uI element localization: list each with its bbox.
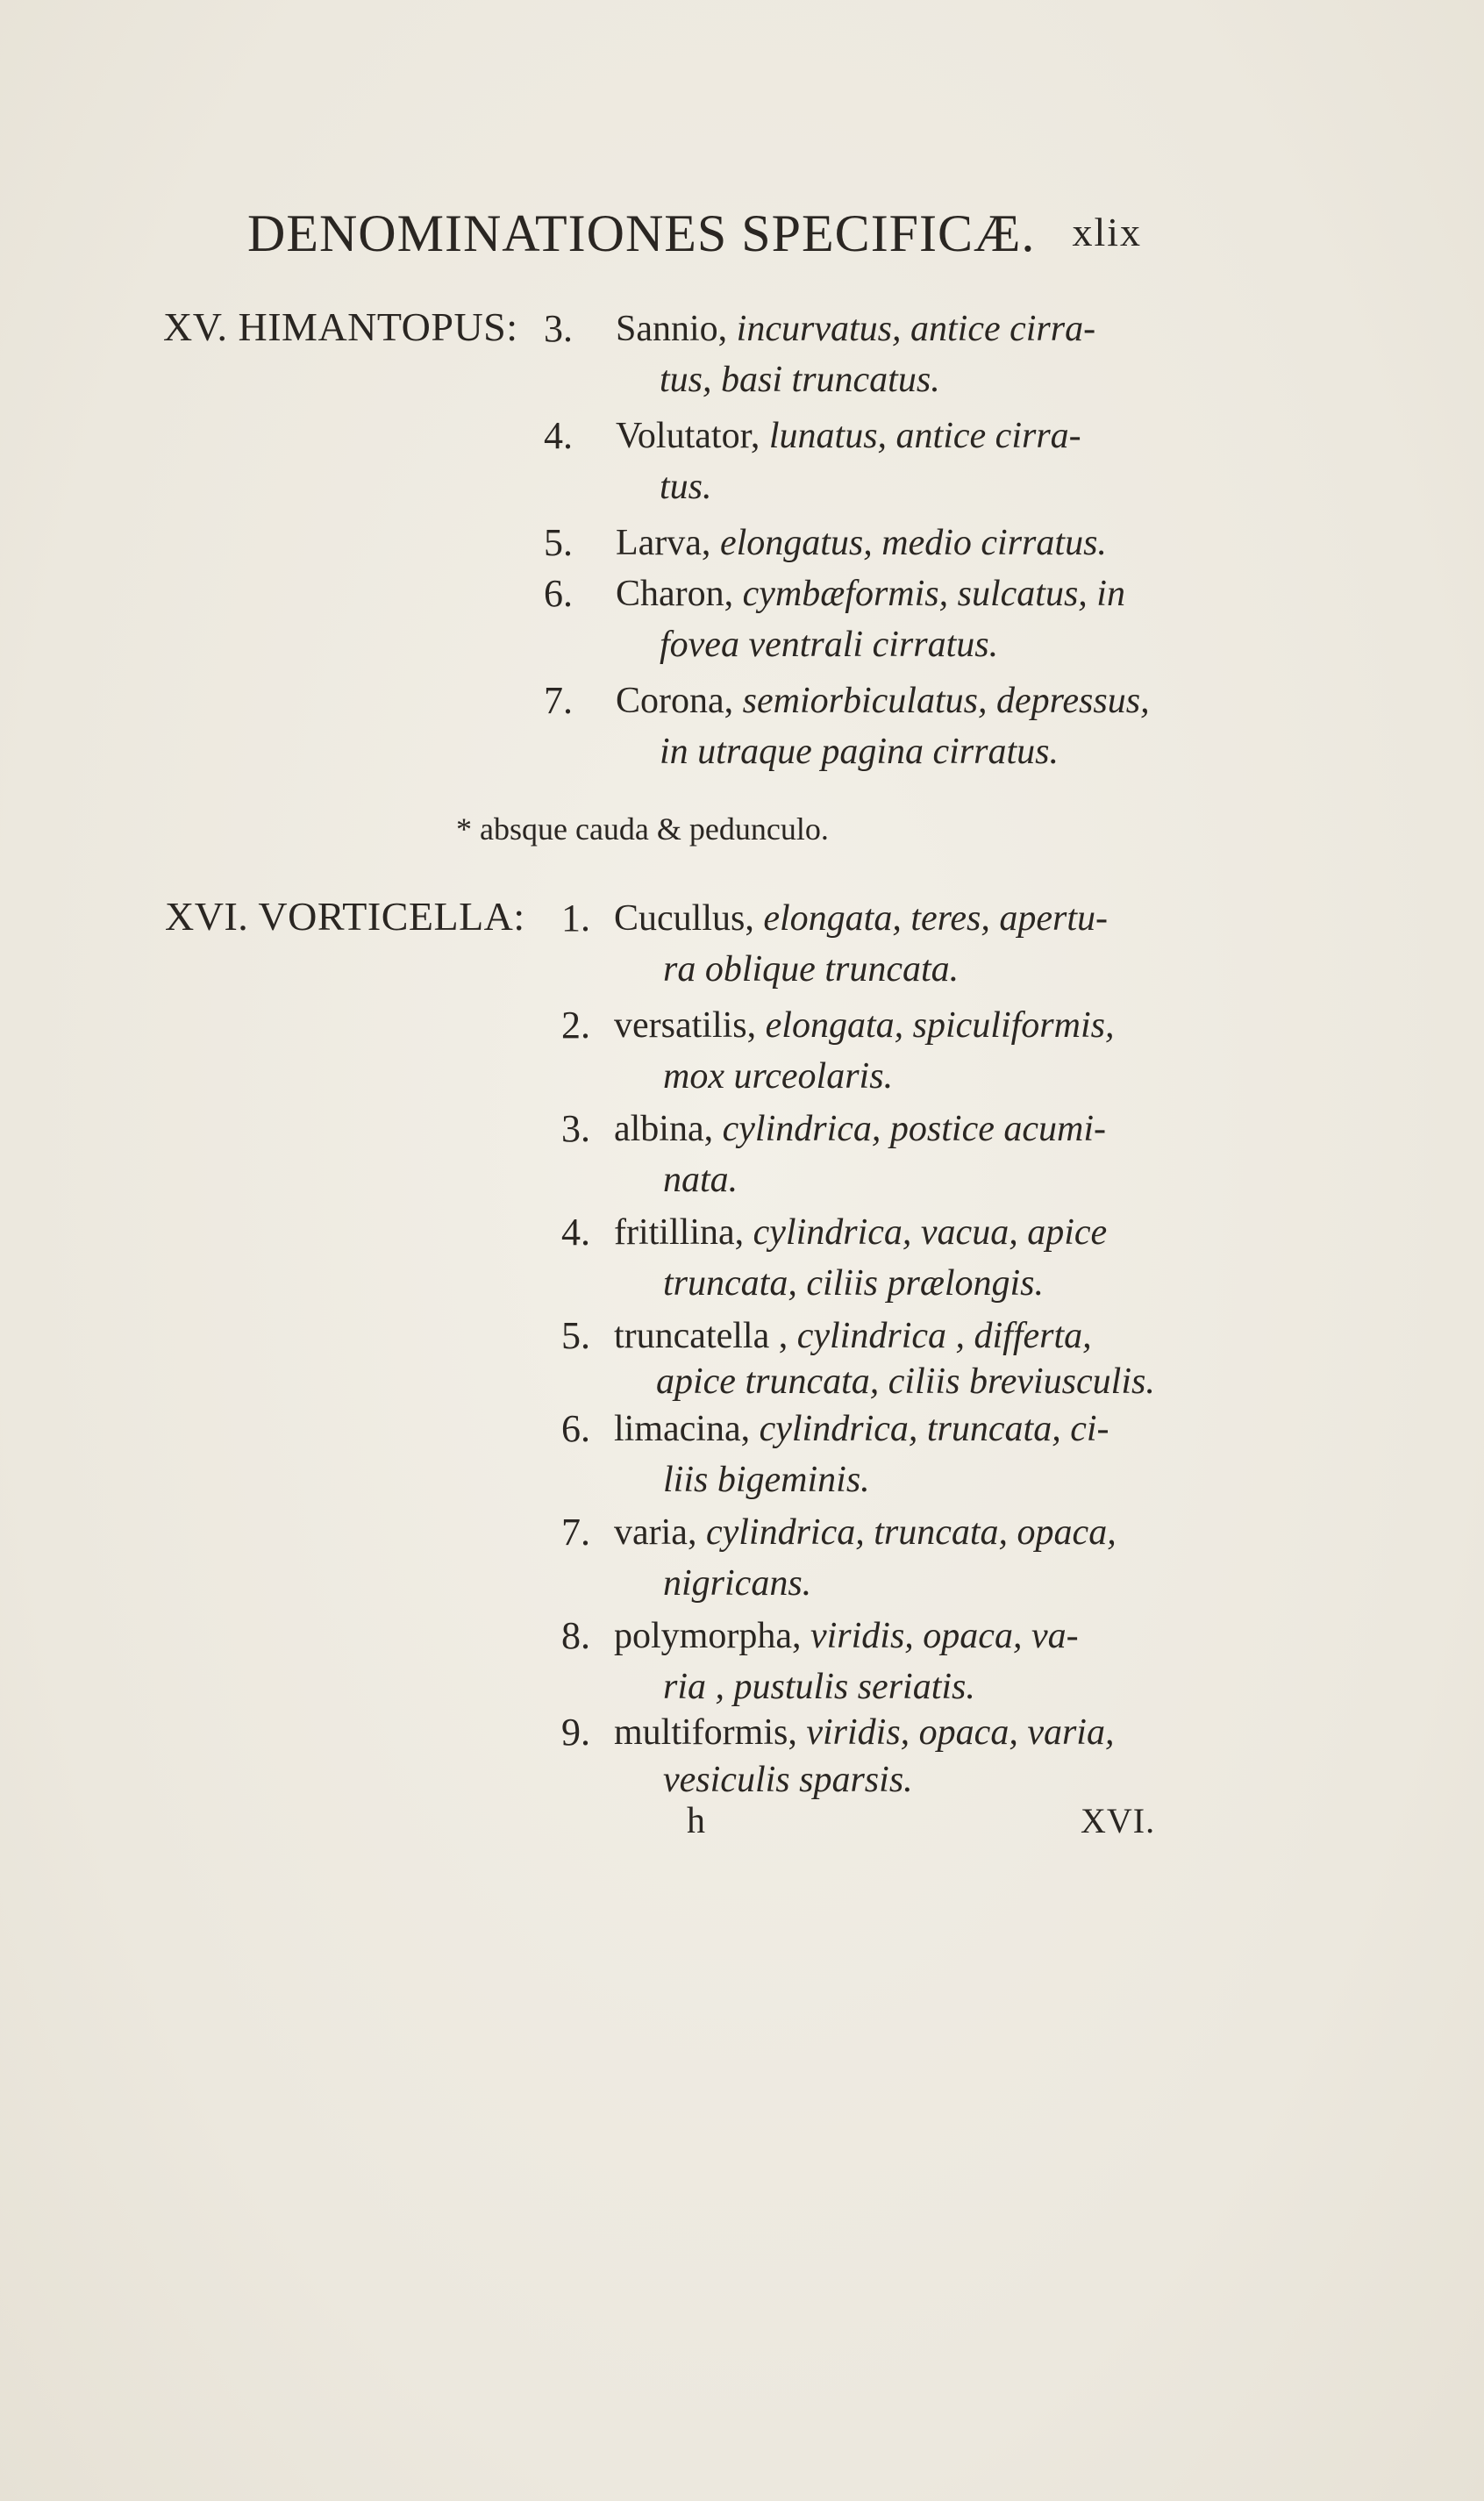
signature-mark: h [687, 1801, 705, 1841]
species-description-cont: tus, basi truncatus. [660, 360, 940, 400]
species-description: cylindrica, truncata, opaca, [705, 1512, 1117, 1553]
species-description: semiorbiculatus, depressus, [742, 681, 1150, 721]
species-description: cylindrica, vacua, apice [753, 1212, 1108, 1253]
species-name: Cucullus, [614, 898, 754, 939]
entry-number: 2. [561, 1004, 590, 1047]
folio-number: xlix [1072, 210, 1142, 254]
entry-number: 7. [544, 679, 573, 722]
species-description: incurvatus, antice cirra- [736, 309, 1096, 349]
species-description-cont: vesiculis sparsis. [663, 1760, 913, 1800]
entry-number: 3. [544, 307, 573, 350]
species-name: fritillina, [614, 1212, 745, 1253]
entry-number: 9. [561, 1711, 590, 1754]
species-name: truncatella , [614, 1316, 788, 1356]
entry-number: 6. [544, 572, 573, 615]
species-description-cont: ra oblique truncata. [663, 949, 960, 990]
species-description-cont: fovea ventrali cirratus. [660, 625, 999, 665]
section-subheading: * absque cauda & pedunculo. [456, 811, 829, 847]
entry-number: 6. [561, 1407, 590, 1450]
species-description: cymbæformis, sulcatus, in [742, 574, 1125, 614]
running-header [247, 204, 1142, 264]
species-description-cont: nata. [663, 1160, 738, 1200]
species-description: viridis, opaca, varia, [806, 1712, 1115, 1753]
species-name: Volutator, [616, 416, 760, 456]
genus-label-vorticella: XVI. VORTICELLA: [165, 894, 525, 939]
species-description-cont: apice truncata, ciliis breviusculis. [656, 1361, 1155, 1402]
species-name: varia, [614, 1512, 697, 1553]
entry-number: 8. [561, 1614, 590, 1657]
species-description: viridis, opaca, va- [810, 1616, 1079, 1656]
species-name: polymorpha, [614, 1616, 802, 1656]
species-description: elongatus, medio cirratus. [719, 523, 1107, 563]
species-description: elongata, teres, apertu- [763, 898, 1109, 939]
catchword: XVI. [1081, 1801, 1156, 1840]
species-description-cont: nigricans. [663, 1563, 812, 1604]
entry-number: 3. [561, 1107, 590, 1150]
species-description-cont: liis bigeminis. [663, 1460, 870, 1500]
entry-number: 4. [544, 414, 573, 457]
species-name: Sannio, [616, 309, 728, 349]
species-description: cylindrica, postice acumi- [722, 1109, 1106, 1149]
species-name: versatilis, [614, 1005, 757, 1046]
species-name: Larva, [616, 523, 711, 563]
entry-number: 1. [561, 897, 590, 940]
species-name: Corona, [616, 681, 734, 721]
species-description-cont: mox urceolaris. [663, 1056, 894, 1097]
species-description: elongata, spiculiformis, [765, 1005, 1115, 1046]
species-description-cont: tus. [660, 467, 712, 507]
species-description: lunatus, antice cirra- [768, 416, 1081, 456]
species-name: albina, [614, 1109, 714, 1149]
species-name: multiformis, [614, 1712, 797, 1753]
entry-number: 4. [561, 1211, 590, 1254]
species-description-cont: truncata, ciliis prælongis. [663, 1263, 1045, 1304]
page-title: DENOMINATIONES SPECIFICÆ. [247, 204, 1036, 262]
species-name: Charon, [616, 574, 734, 614]
species-name: limacina, [614, 1409, 751, 1449]
entry-number: 7. [561, 1511, 590, 1554]
species-description-cont: ria , pustulis seriatis. [663, 1667, 975, 1707]
species-description: cylindrica, truncata, ci- [759, 1409, 1109, 1449]
species-description: cylindrica , differta, [796, 1316, 1092, 1356]
genus-label-himantopus: XV. HIMANTOPUS: [163, 304, 518, 349]
entry-number: 5. [561, 1314, 590, 1357]
entry-number: 5. [544, 521, 573, 564]
species-description-cont: in utraque pagina cirratus. [660, 732, 1059, 772]
